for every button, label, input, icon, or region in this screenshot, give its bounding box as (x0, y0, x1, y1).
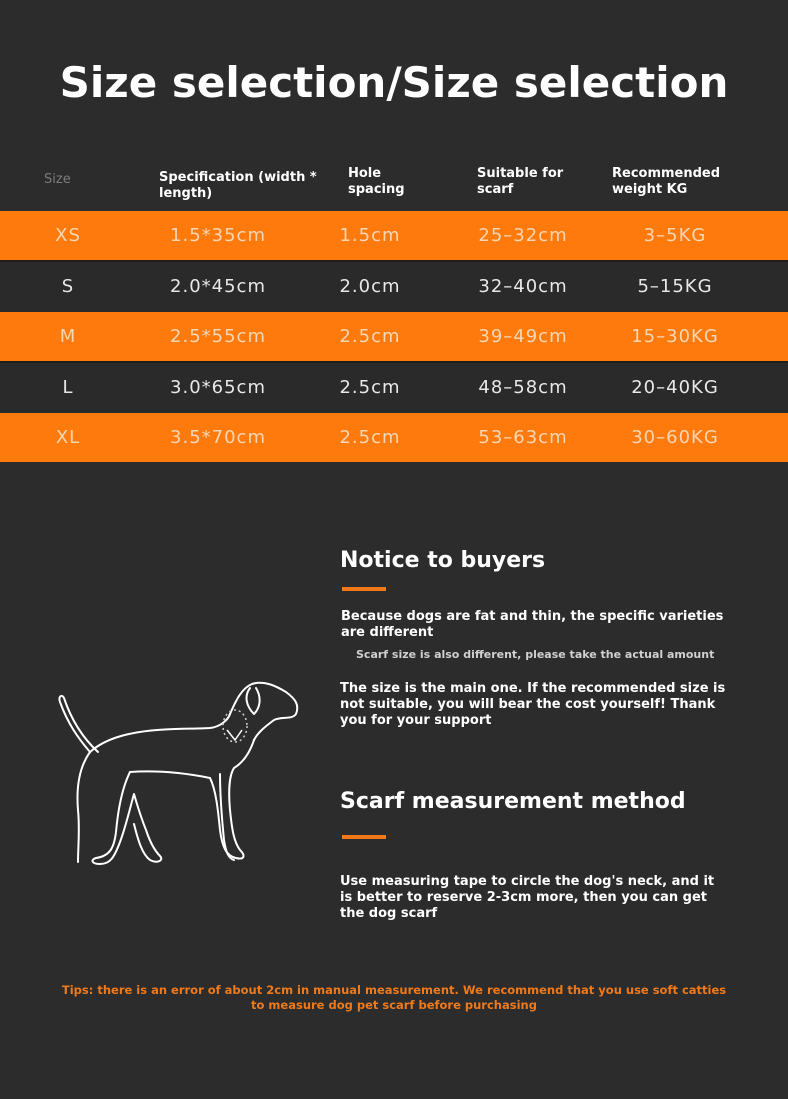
cell-weight: 30–60KG (631, 427, 719, 448)
measure-text: Use measuring tape to circle the dog's neck, and it is better to reserve 2-3cm more, then you can get the dog scarf (340, 874, 715, 921)
table-row-xs (0, 211, 788, 260)
tips-note: Tips: there is an error of about 2cm in manual measurement. We recommend that you use soft catties to measure dog pet scarf before purchasing (61, 983, 727, 1012)
collar-marker (223, 710, 247, 742)
measure-accent-bar (342, 835, 386, 839)
header-size: Size (44, 172, 71, 187)
notice-accent-bar (342, 587, 386, 591)
table-row-s (0, 262, 788, 311)
notice-line-2: Scarf size is also different, please take the actual amount (356, 648, 715, 661)
notice-line-1: Because dogs are fat and thin, the specific varieties are different (341, 609, 724, 640)
arrow-icon (227, 730, 242, 740)
table-row-l (0, 363, 788, 412)
cell-hole: 2.0cm (339, 276, 401, 297)
cell-scarf: 25–32cm (478, 225, 568, 246)
cell-weight: 20–40KG (631, 377, 719, 398)
cell-hole: 2.5cm (339, 377, 401, 398)
cell-scarf: 48–58cm (478, 377, 568, 398)
measure-title: Scarf measurement method (340, 789, 686, 814)
cell-size: S (61, 276, 75, 297)
cell-scarf: 53–63cm (478, 427, 568, 448)
cell-size: XS (55, 225, 81, 246)
cell-hole: 1.5cm (339, 225, 401, 246)
cell-spec: 2.5*55cm (170, 326, 266, 347)
cell-weight: 3–5KG (643, 225, 707, 246)
page-title: Size selection/Size selection (59, 58, 729, 107)
notice-title: Notice to buyers (340, 548, 546, 573)
table-row-m (0, 312, 788, 361)
cell-weight: 5–15KG (637, 276, 713, 297)
header-hole-spacing: Hole spacing (348, 166, 405, 197)
header-weight: Recommended weight KG (612, 166, 721, 197)
cell-hole: 2.5cm (339, 427, 401, 448)
cell-spec: 3.0*65cm (170, 377, 266, 398)
cell-size: L (62, 377, 74, 398)
cell-hole: 2.5cm (339, 326, 401, 347)
notice-line-3: The size is the main one. If the recommended size is not suitable, you will bear the cost yourself! Thank you for your support (340, 681, 726, 728)
cell-size: M (59, 326, 77, 347)
cell-spec: 1.5*35cm (170, 225, 266, 246)
cell-weight: 15–30KG (631, 326, 719, 347)
header-suitable-scarf: Suitable for scarf (477, 166, 564, 197)
cell-spec: 2.0*45cm (170, 276, 266, 297)
table-header (0, 160, 788, 210)
header-specification: Specification (width * length) (159, 170, 317, 201)
table-row-xl (0, 413, 788, 462)
cell-scarf: 32–40cm (478, 276, 568, 297)
dog-outline-illustration (50, 670, 310, 870)
cell-size: XL (55, 427, 81, 448)
cell-spec: 3.5*70cm (170, 427, 266, 448)
cell-scarf: 39–49cm (478, 326, 568, 347)
